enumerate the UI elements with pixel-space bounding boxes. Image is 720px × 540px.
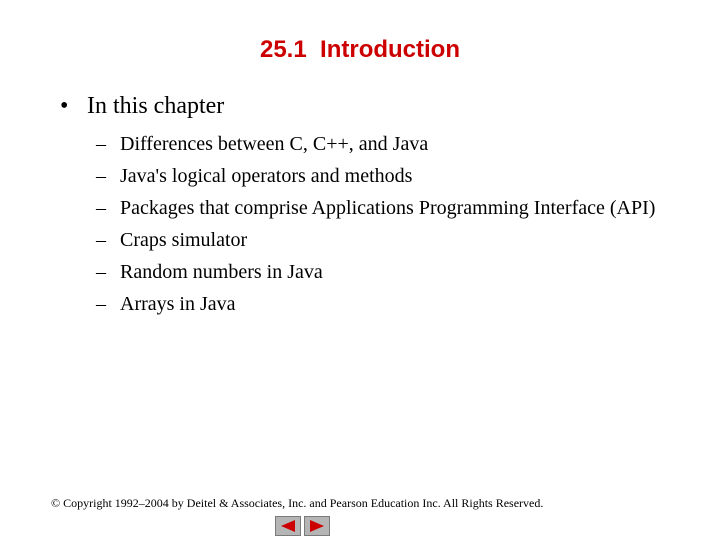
dash-symbol: – xyxy=(96,133,106,155)
bullet-symbol: • xyxy=(60,93,69,119)
slide-title: 25.1 Introduction xyxy=(259,36,460,63)
dash-symbol: – xyxy=(96,229,106,251)
copyright-footer: © Copyright 1992–2004 by Deitel & Associates, Inc. and Pearson Education Inc. All Rights Reserved. xyxy=(51,496,544,510)
sub-bullet-text: Arrays in Java xyxy=(120,292,236,315)
sub-bullet-item xyxy=(96,224,676,256)
sub-bullet-item xyxy=(96,160,676,192)
sub-bullet-text: Craps simulator xyxy=(120,228,248,251)
slide-navigation xyxy=(275,516,330,536)
dash-symbol: – xyxy=(96,293,106,315)
dash-symbol: – xyxy=(96,261,106,283)
right-arrow-icon xyxy=(309,519,325,533)
sub-bullet-list xyxy=(96,128,676,320)
left-arrow-icon xyxy=(280,519,296,533)
dash-symbol: – xyxy=(96,165,106,187)
sub-bullet-text: Packages that comprise Applications Programming Interface (API) xyxy=(120,196,656,219)
sub-bullet-item xyxy=(96,192,676,224)
sub-bullet-text: Java's logical operators and methods xyxy=(120,164,413,187)
next-slide-button[interactable] xyxy=(304,516,330,536)
sub-bullet-text: Random numbers in Java xyxy=(120,260,323,283)
dash-symbol: – xyxy=(96,197,106,219)
main-bullet-text: In this chapter xyxy=(87,93,225,119)
previous-slide-button[interactable] xyxy=(275,516,301,536)
main-bullet xyxy=(60,92,224,120)
sub-bullet-item xyxy=(96,128,676,160)
sub-bullet-text: Differences between C, C++, and Java xyxy=(120,132,429,155)
sub-bullet-item xyxy=(96,288,676,320)
sub-bullet-item xyxy=(96,256,676,288)
